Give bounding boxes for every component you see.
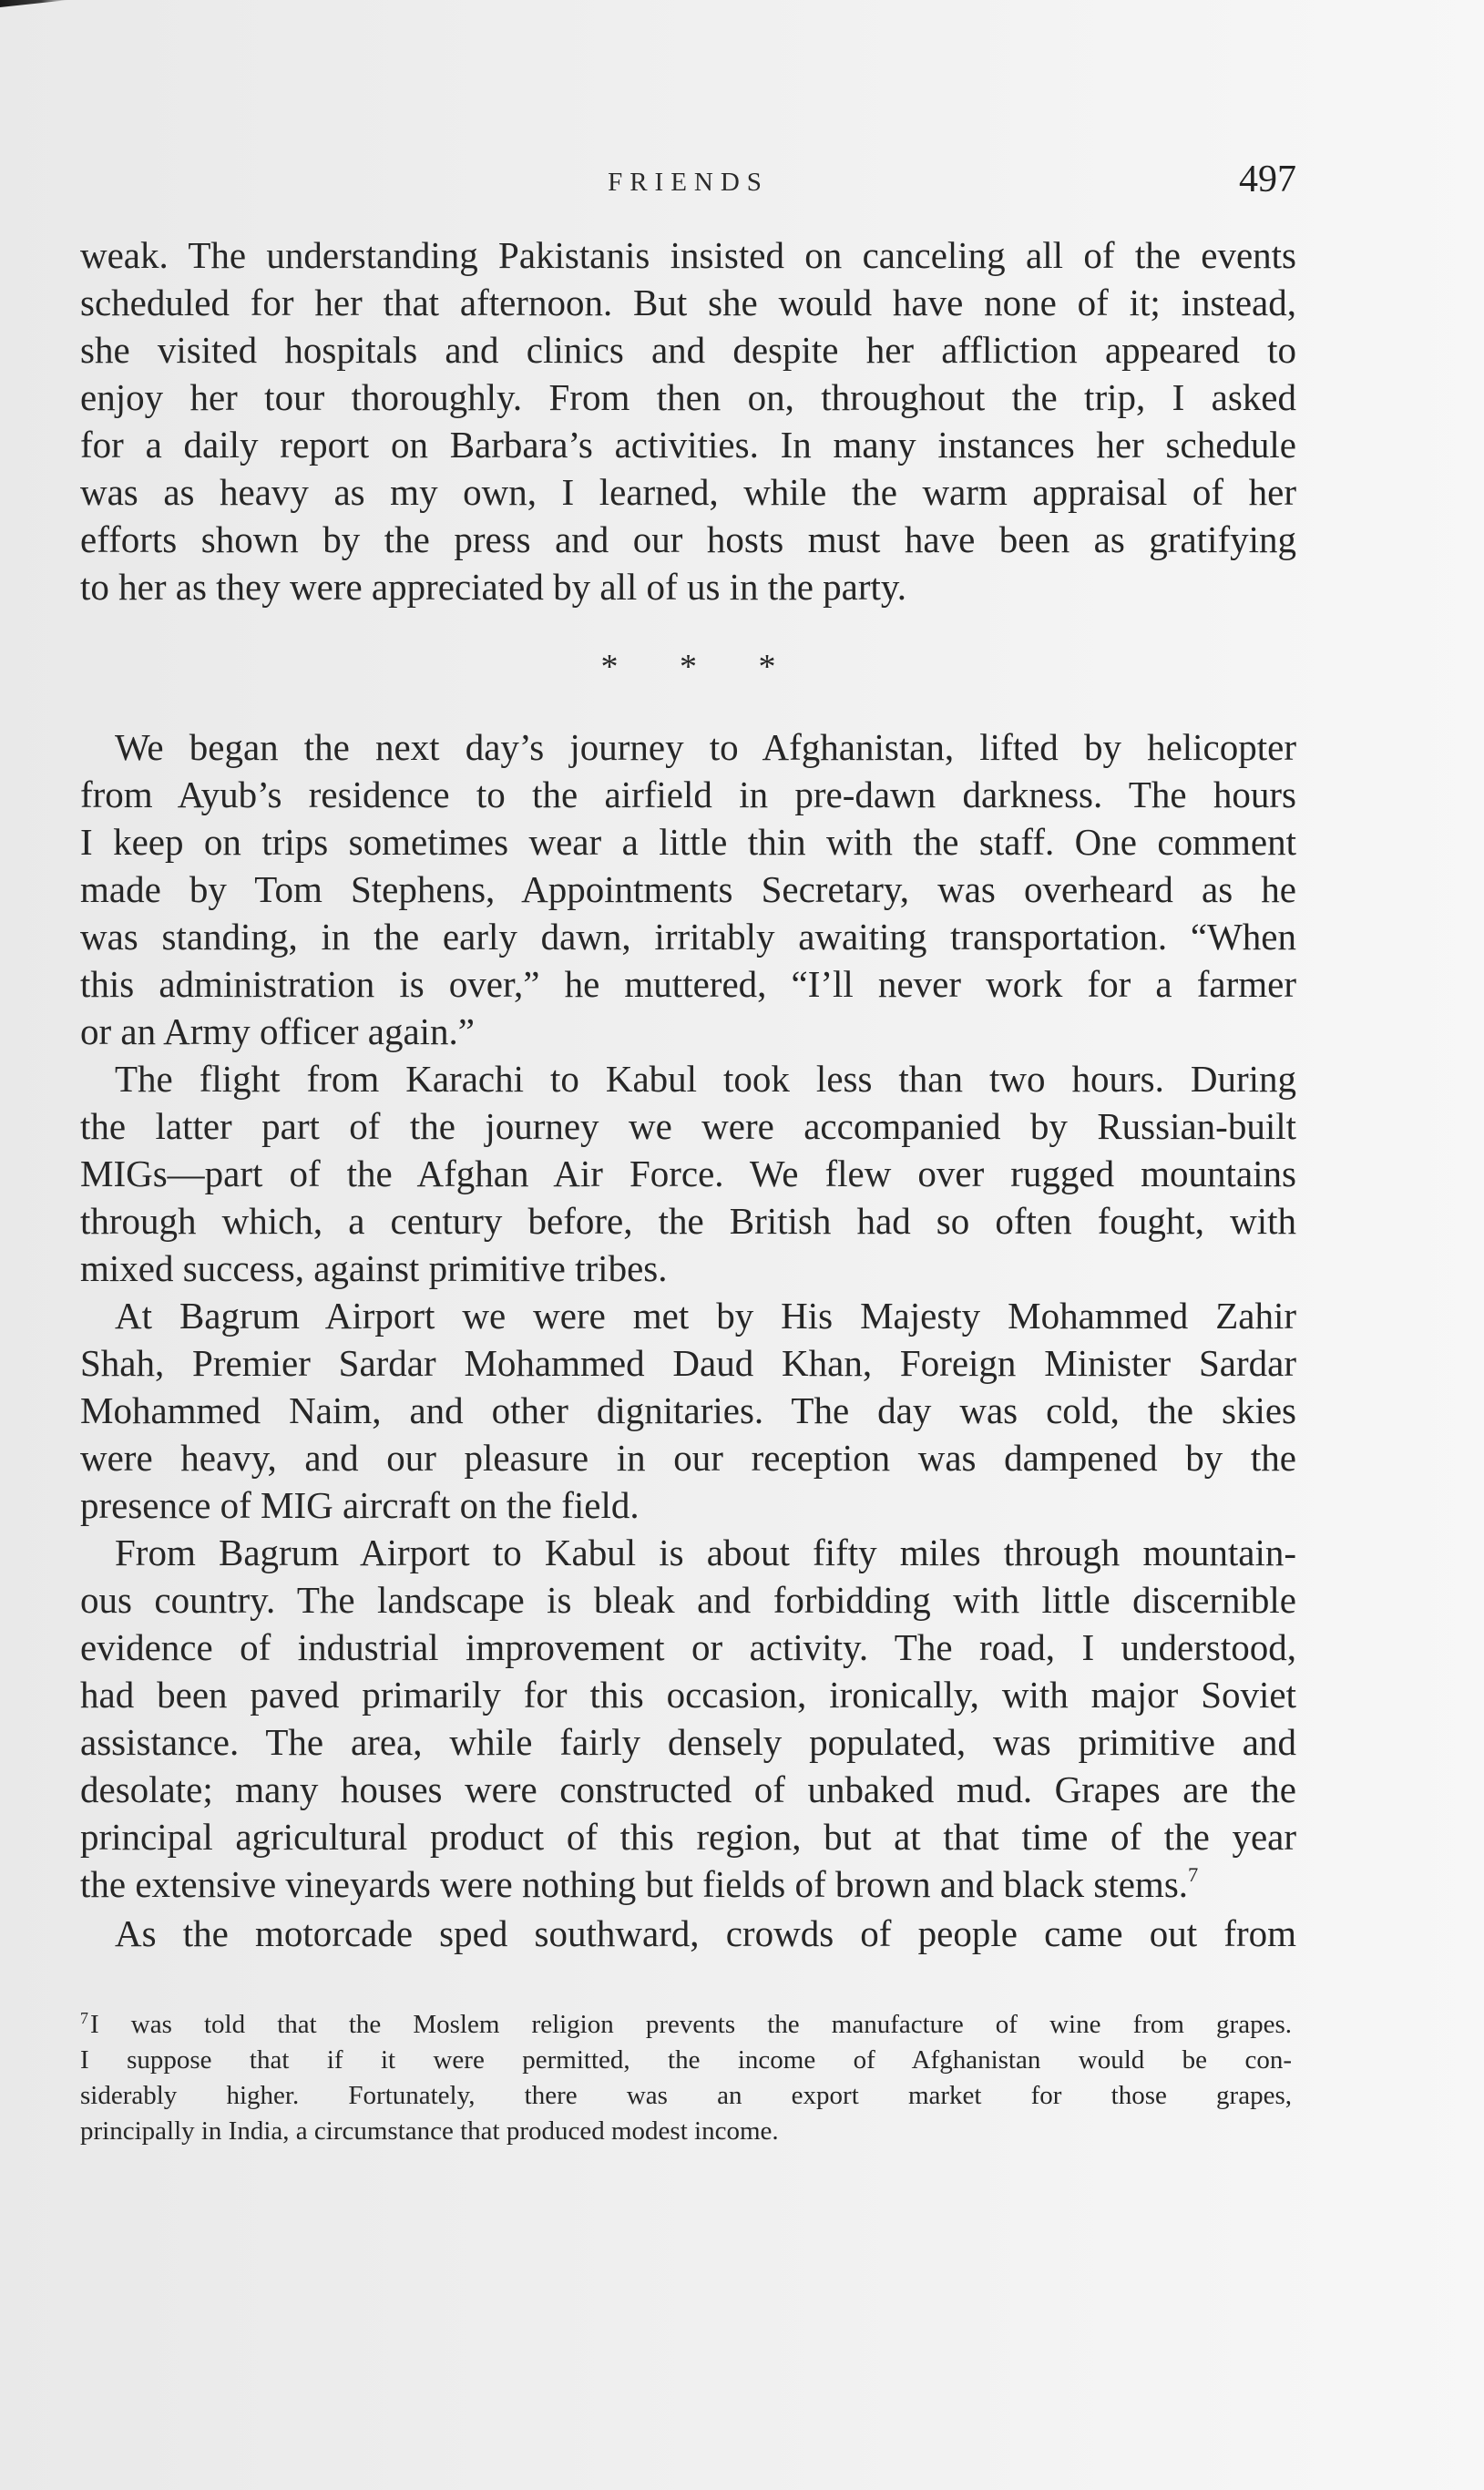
text-line: principal agricultural product of this region, but at that time of the year — [80, 1816, 1296, 1858]
text-line: ous country. The landscape is bleak and forbidding with little discernible — [80, 1579, 1296, 1621]
text-line: MIGs—part of the Afghan Air Force. We flew over rugged mountains — [80, 1153, 1296, 1194]
text-line: was as heavy as my own, I learned, while the warm appraisal of her — [80, 471, 1296, 513]
text-line: scheduled for her that afternoon. But she would have none of it; instead, — [80, 282, 1296, 323]
section-break: * * * — [600, 648, 776, 686]
text-line: to her as they were appreciated by all of us in the party. — [80, 566, 906, 608]
text-line: had been paved primarily for this occasion, ironically, with major Soviet — [80, 1674, 1296, 1716]
footnote-reference[interactable]: 7 — [1188, 1863, 1199, 1887]
text-line: was standing, in the early dawn, irritably awaiting transportation. “When — [80, 916, 1296, 958]
text-line: From Bagrum Airport to Kabul is about fifty miles through mountain- — [115, 1532, 1296, 1573]
text-line: Mohammed Naim, and other dignitaries. The day was cold, the skies — [80, 1389, 1296, 1431]
text-line: assistance. The area, while fairly densely populated, was primitive and — [80, 1721, 1296, 1763]
text-line: the latter part of the journey we were accompanied by Russian-built — [80, 1105, 1296, 1147]
footnote-line: I suppose that if it were permitted, the income of Afghanistan would be con- — [80, 2045, 1292, 2075]
text-line: for a daily report on Barbara’s activities. In many instances her schedule — [80, 424, 1296, 466]
text-line: We began the next day’s journey to Afghanistan, lifted by helicopter — [115, 726, 1296, 768]
footnote-text: I was told that the Moslem religion prevents the manufacture of wine from grapes. — [89, 2010, 1292, 2039]
text-line: she visited hospitals and clinics and despite her affliction appeared to — [80, 329, 1296, 371]
footnote-line — [80, 2007, 1292, 2043]
running-head — [80, 159, 1296, 200]
footnote-line: principally in India, a circumstance that produced modest income. — [80, 2116, 779, 2146]
page-corner-shadow — [0, 0, 68, 7]
text-line: I keep on trips sometimes wear a little thin with the staff. One comment — [80, 821, 1296, 863]
text-line: efforts shown by the press and our hosts must have been as gratifying — [80, 518, 1296, 560]
text-line: from Ayub’s residence to the airfield in pre-dawn darkness. The hours — [80, 774, 1296, 815]
text-line: enjoy her tour thoroughly. From then on, throughout the trip, I asked — [80, 376, 1296, 418]
text-line: At Bagrum Airport we were met by His Majesty Mohammed Zahir — [115, 1295, 1296, 1337]
page-number: 497 — [1239, 159, 1296, 200]
text-line: As the motorcade sped southward, crowds of people came out from — [115, 1912, 1296, 1954]
text-line: The flight from Karachi to Kabul took less than two hours. During — [115, 1058, 1296, 1100]
text-line: weak. The understanding Pakistanis insisted on canceling all of the events — [80, 234, 1296, 276]
text-line: presence of MIG aircraft on the field. — [80, 1484, 640, 1526]
text-line: mixed success, against primitive tribes. — [80, 1247, 668, 1289]
text-line-content: the extensive vineyards were nothing but fields of brown and black stems. — [80, 1863, 1189, 1905]
text-line: desolate; many houses were constructed of unbaked mud. Grapes are the — [80, 1768, 1296, 1810]
text-line: or an Army officer again.” — [80, 1010, 475, 1052]
running-title: FRIENDS — [608, 168, 769, 197]
text-line — [80, 1860, 1296, 1908]
text-line: Shah, Premier Sardar Mohammed Daud Khan, Foreign Minister Sardar — [80, 1342, 1296, 1384]
footnote-line: siderably higher. Fortunately, there was an export market for those grapes, — [80, 2081, 1292, 2110]
text-line: this administration is over,” he muttered, “I’ll never work for a farmer — [80, 963, 1296, 1005]
text-line: were heavy, and our pleasure in our reception was dampened by the — [80, 1437, 1296, 1479]
footnote-mark: 7 — [80, 2009, 88, 2028]
text-line: through which, a century before, the British had so often fought, with — [80, 1200, 1296, 1242]
text-line: made by Tom Stephens, Appointments Secretary, was overheard as he — [80, 868, 1296, 910]
text-line: evidence of industrial improvement or activity. The road, I understood, — [80, 1626, 1296, 1668]
